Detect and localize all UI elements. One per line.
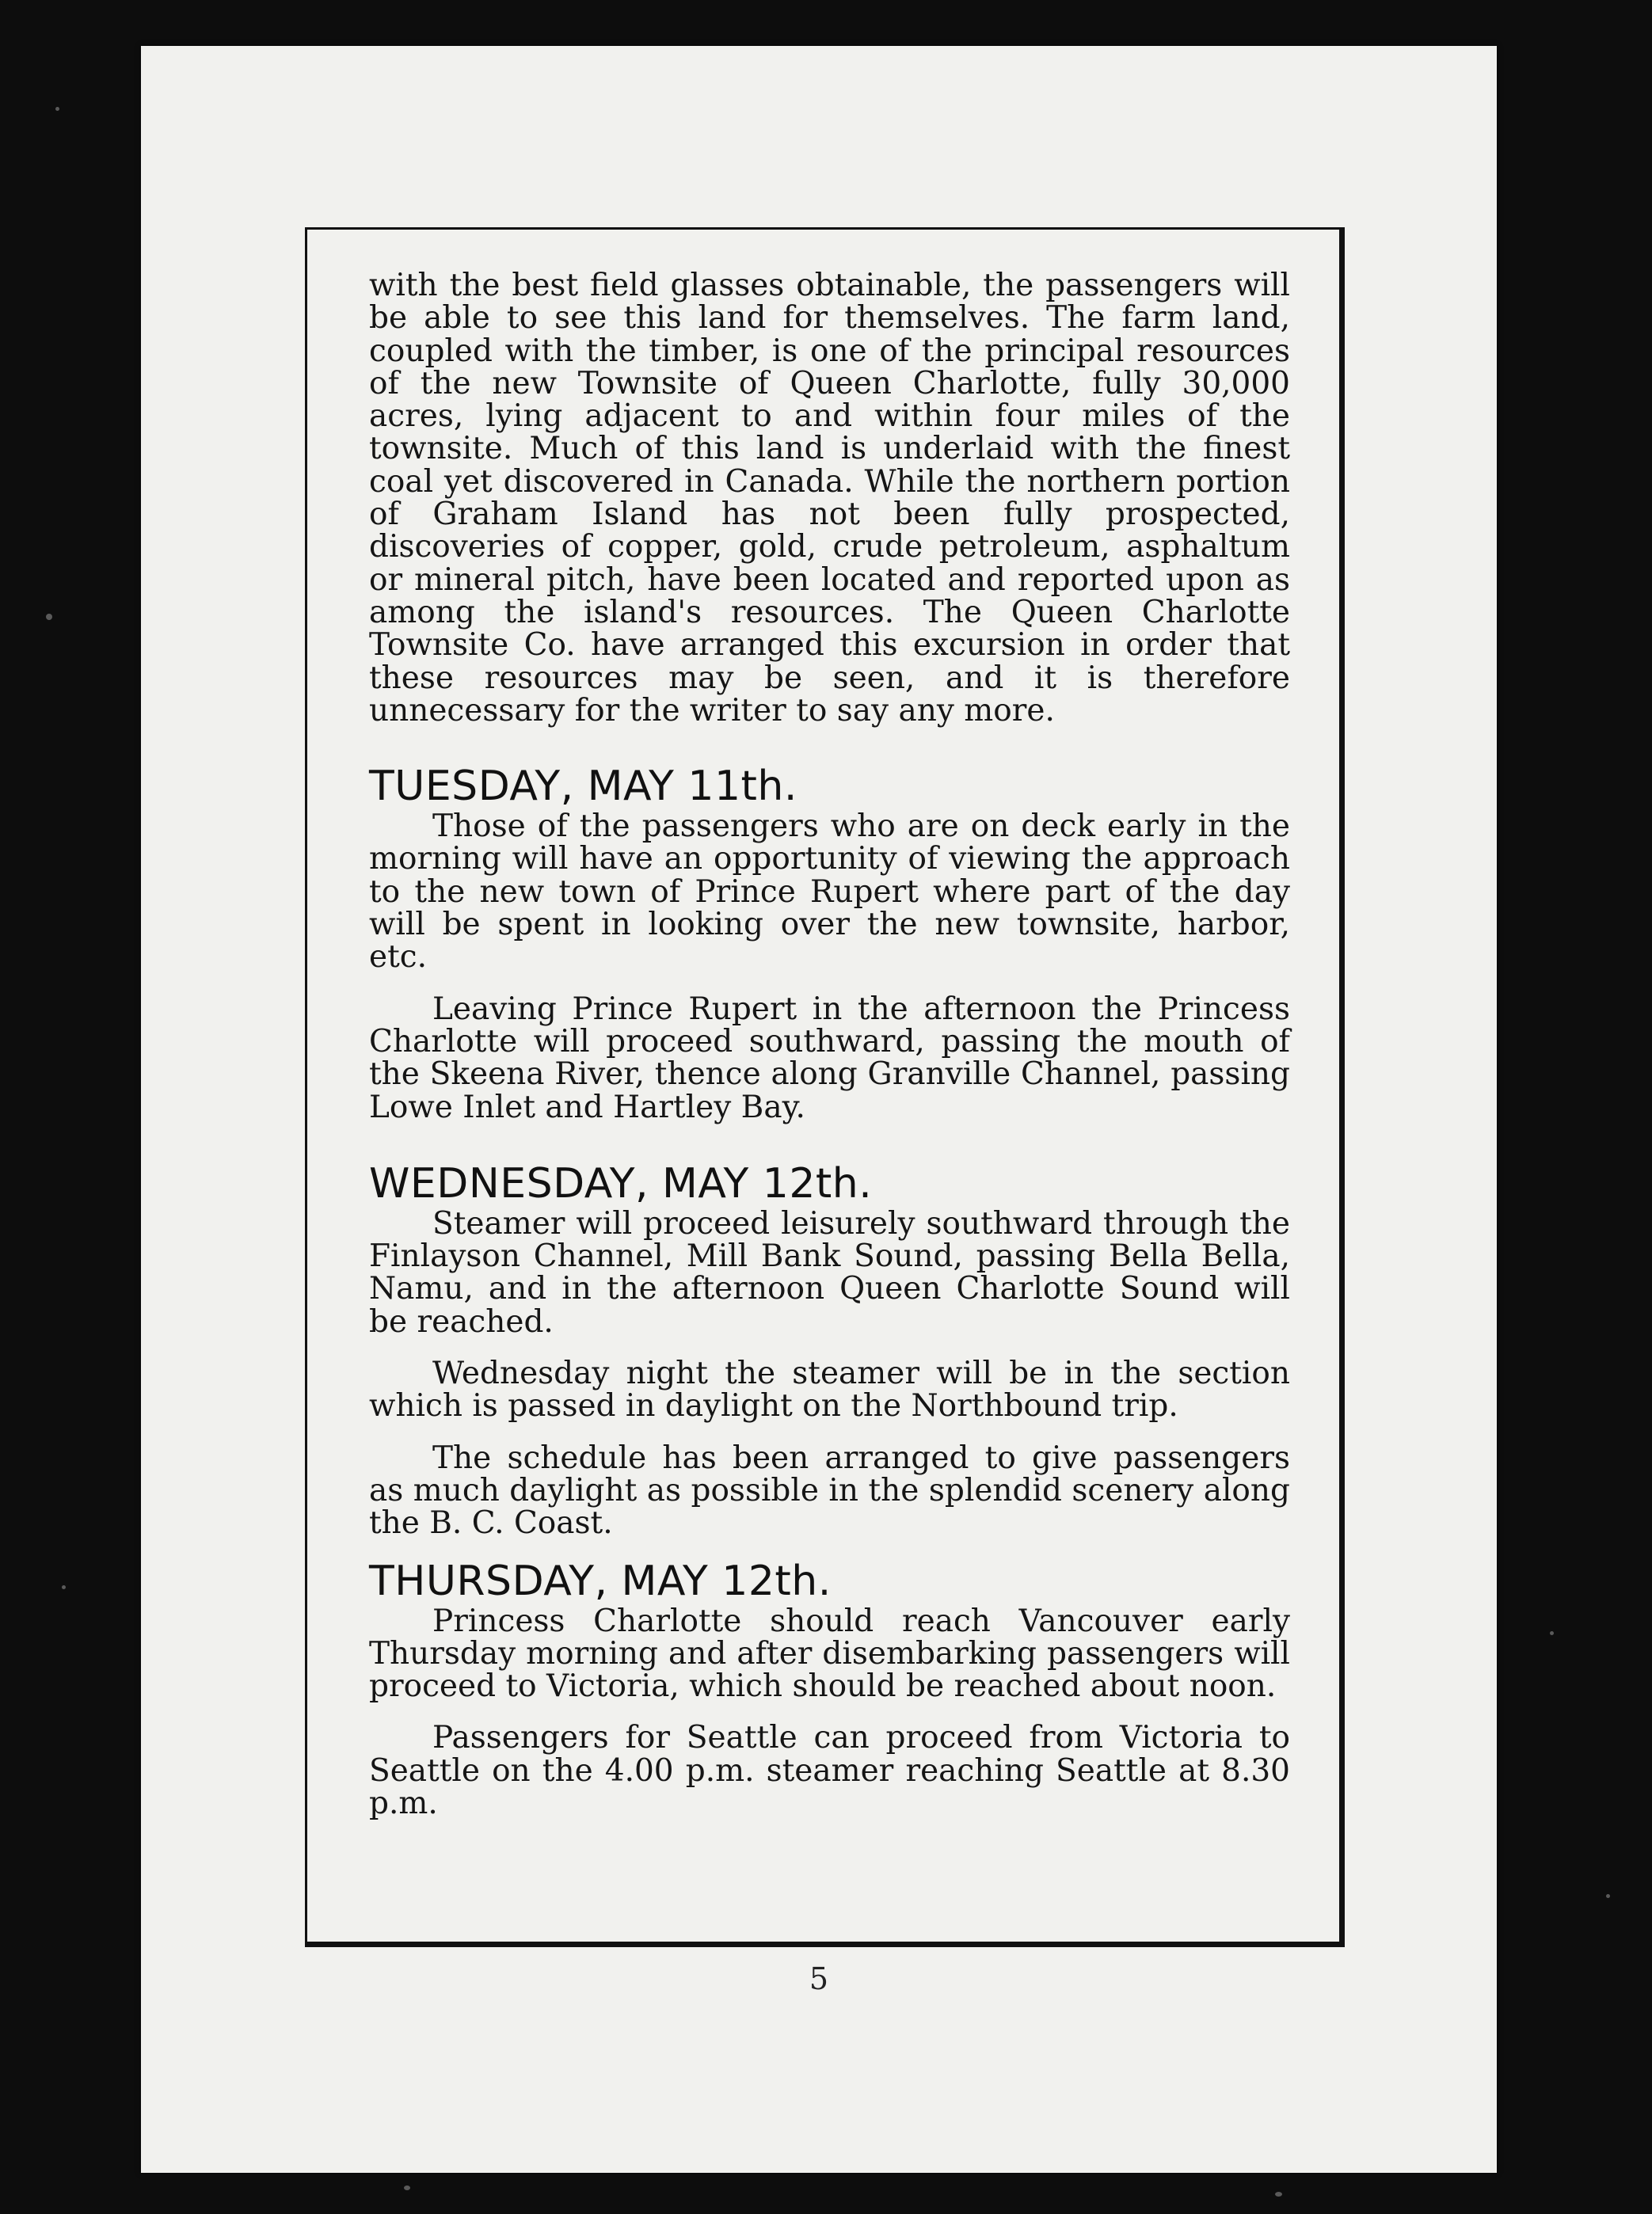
page-number: 5 — [809, 1961, 829, 1996]
document-page — [141, 46, 1497, 2173]
tuesday-paragraph-2: Leaving Prince Rupert in the afternoon the Princess Charlotte will proceed southward, passing the mouth of the Skeena River, thence along Granville Channel, passing Lowe Inlet and Hartley Bay. — [369, 991, 1290, 1125]
section-heading-thursday: THURSDAY, MAY 12th. — [369, 1557, 832, 1605]
intro-paragraph: with the best field glasses obtainable, the passengers will be able to see this land for themselves. The farm land, coupled with the timber, is one of the principal resources of the new Townsite of Queen Charlotte, fully 30,000 acres, lying adjacent to and within four miles of the townsite. Much of this land is underlaid with the finest coal yet discovered in Canada. While the northern portion of Graham Island has not been fully prospected, discoveries of copper, gold, crude petroleum, asphaltum or mineral pitch, have been located and reported upon as among the island's resources. The Queen Charlotte Townsite Co. have arranged this excursion in order that these resources may be seen, and it is therefore unnecessary for the writer to say any more. — [369, 268, 1290, 728]
wednesday-paragraph-1: Steamer will proceed leisurely southward through the Finlayson Channel, Mill Bank Sound, passing Bella Bella, Namu, and in the afternoon Queen Charlotte Sound will be reached. — [369, 1205, 1290, 1340]
film-speck — [1275, 2192, 1282, 2197]
thursday-paragraph-1: Princess Charlotte should reach Vancouver early Thursday morning and after disembarking passengers will proceed to Victoria, which should be reached about noon. — [369, 1603, 1290, 1705]
section-heading-wednesday: WEDNESDAY, MAY 12th. — [369, 1159, 873, 1208]
film-speck — [1606, 1894, 1610, 1898]
film-speck — [1550, 1631, 1554, 1635]
wednesday-paragraph-2: Wednesday night the steamer will be in the section which is passed in daylight on the Northbound trip. — [369, 1356, 1290, 1425]
text-frame — [305, 227, 1345, 1947]
thursday-paragraph-2: Passengers for Seattle can proceed from Victoria to Seattle on the 4.00 p.m. steamer reaching Seattle at 8.30 p.m. — [369, 1720, 1290, 1821]
film-speck — [404, 2185, 410, 2190]
film-speck — [62, 1585, 66, 1589]
film-speck — [46, 614, 52, 620]
tuesday-paragraph-1: Those of the passengers who are on deck early in the morning will have an opportunity of viewing the approach to the new town of Prince Rupert where part of the day will be spent in looking over the new townsite, harbor, etc. — [369, 808, 1290, 976]
section-heading-tuesday: TUESDAY, MAY 11th. — [369, 763, 797, 811]
wednesday-paragraph-3: The schedule has been arranged to give passengers as much daylight as possible in the splendid scenery along the B. C. Coast. — [369, 1440, 1290, 1542]
film-speck — [55, 107, 59, 111]
